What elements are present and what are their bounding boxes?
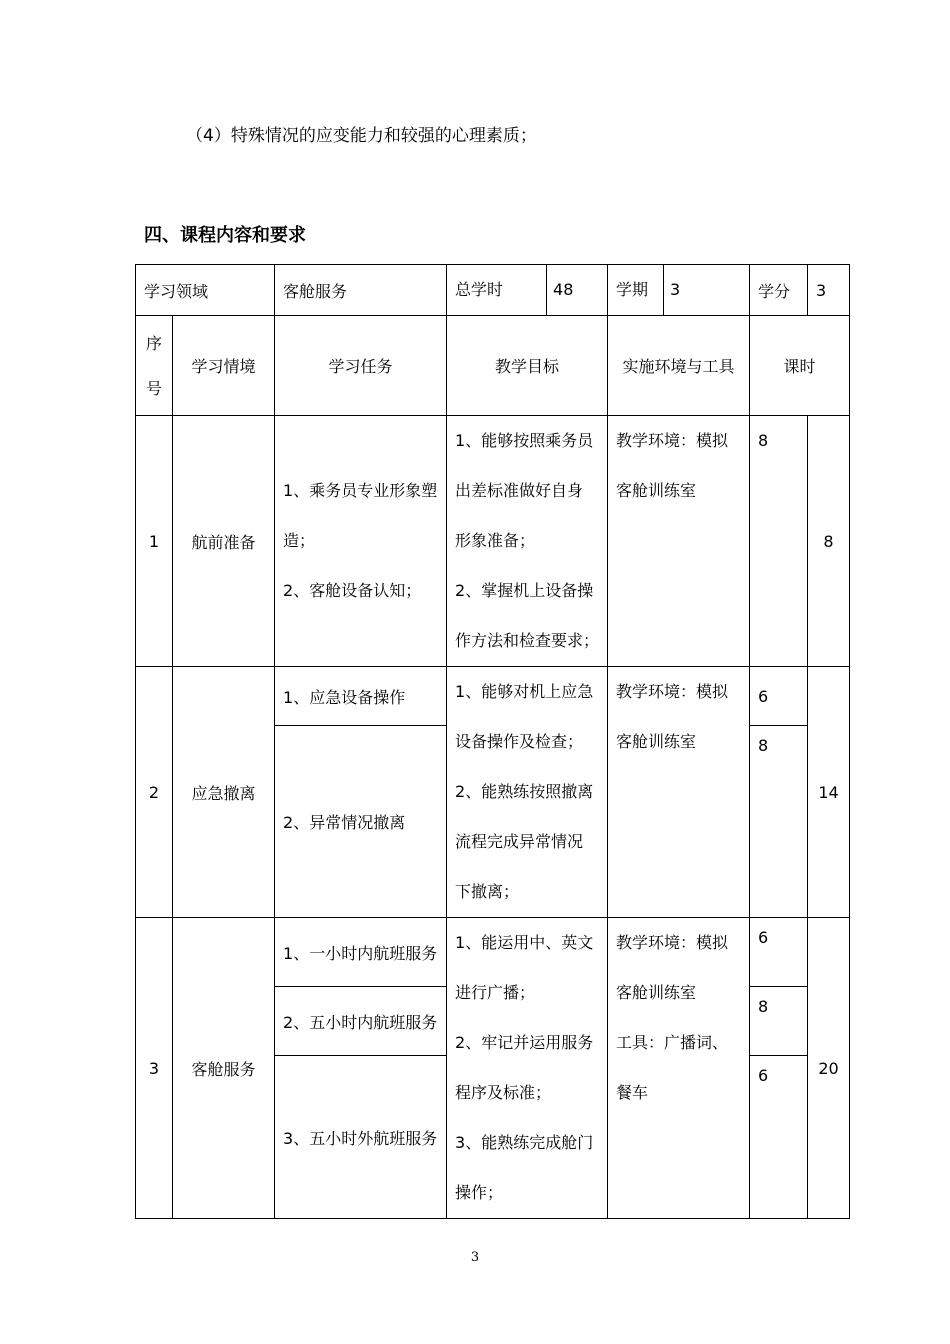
info-row (136, 265, 850, 316)
hours-label: 总学时 (447, 265, 547, 315)
row-task: 2、五小时内航班服务 (275, 987, 447, 1056)
header-seq: 序 号 (136, 316, 173, 416)
row-task: 3、五小时外航班服务 (275, 1056, 447, 1219)
header-goal: 教学目标 (447, 316, 608, 416)
hours-value: 48 (553, 280, 574, 299)
row-situation: 航前准备 (173, 416, 275, 667)
hours-cell (447, 265, 608, 316)
row-task: 2、异常情况撤离 (275, 726, 447, 918)
row-total-hours: 20 (808, 918, 850, 1219)
term-value: 3 (670, 280, 681, 299)
table-row (136, 416, 850, 667)
row-env: 教学环境：模拟 客舱训练室 (608, 667, 750, 918)
row-sub-hours: 8 (750, 726, 808, 918)
row-task: 1、一小时内航班服务 (275, 918, 447, 987)
table-row (136, 667, 850, 726)
term-label: 学期 (608, 265, 664, 315)
row-situation: 客舱服务 (173, 918, 275, 1219)
row-goal: 1、能够按照乘务员 出差标准做好自身 形象准备； 2、掌握机上设备操 作方法和检查要求； (447, 416, 608, 667)
header-task: 学习任务 (275, 316, 447, 416)
header-hours: 课时 (750, 316, 850, 416)
credit-value: 3 (808, 265, 850, 316)
field-value: 客舱服务 (275, 265, 447, 316)
intro-item: （4）特殊情况的应变能力和较强的心理素质； (186, 126, 537, 146)
header-row (136, 316, 850, 416)
row-total-hours: 14 (808, 667, 850, 918)
row-seq: 1 (136, 416, 173, 667)
header-env: 实施环境与工具 (608, 316, 750, 416)
row-task: 1、乘务员专业形象塑 造； 2、客舱设备认知； (275, 416, 447, 667)
row-sub-hours: 8 (750, 416, 808, 667)
row-sub-hours: 6 (750, 1056, 808, 1219)
header-situation: 学习情境 (173, 316, 275, 416)
row-env: 教学环境：模拟 客舱训练室 工具：广播词、 餐车 (608, 918, 750, 1219)
row-seq: 2 (136, 667, 173, 918)
row-env: 教学环境：模拟 客舱训练室 (608, 416, 750, 667)
page-number: 3 (470, 1250, 480, 1265)
row-goal: 1、能运用中、英文 进行广播； 2、牢记并运用服务 程序及标准； 3、能熟练完成舱门 操作； (447, 918, 608, 1219)
row-task: 1、应急设备操作 (275, 667, 447, 726)
row-sub-hours: 8 (750, 987, 808, 1056)
field-label: 学习领域 (136, 265, 275, 316)
row-situation: 应急撤离 (173, 667, 275, 918)
row-total-hours: 8 (808, 416, 850, 667)
row-seq: 3 (136, 918, 173, 1219)
row-goal: 1、能够对机上应急 设备操作及检查； 2、能熟练按照撤离 流程完成异常情况 下撤离； (447, 667, 608, 918)
row-sub-hours: 6 (750, 667, 808, 726)
term-cell (608, 265, 750, 316)
credit-label: 学分 (750, 265, 808, 316)
course-content-table (135, 264, 850, 1219)
section-heading: 四、课程内容和要求 (144, 225, 306, 246)
row-sub-hours: 6 (750, 918, 808, 987)
table-row (136, 918, 850, 987)
